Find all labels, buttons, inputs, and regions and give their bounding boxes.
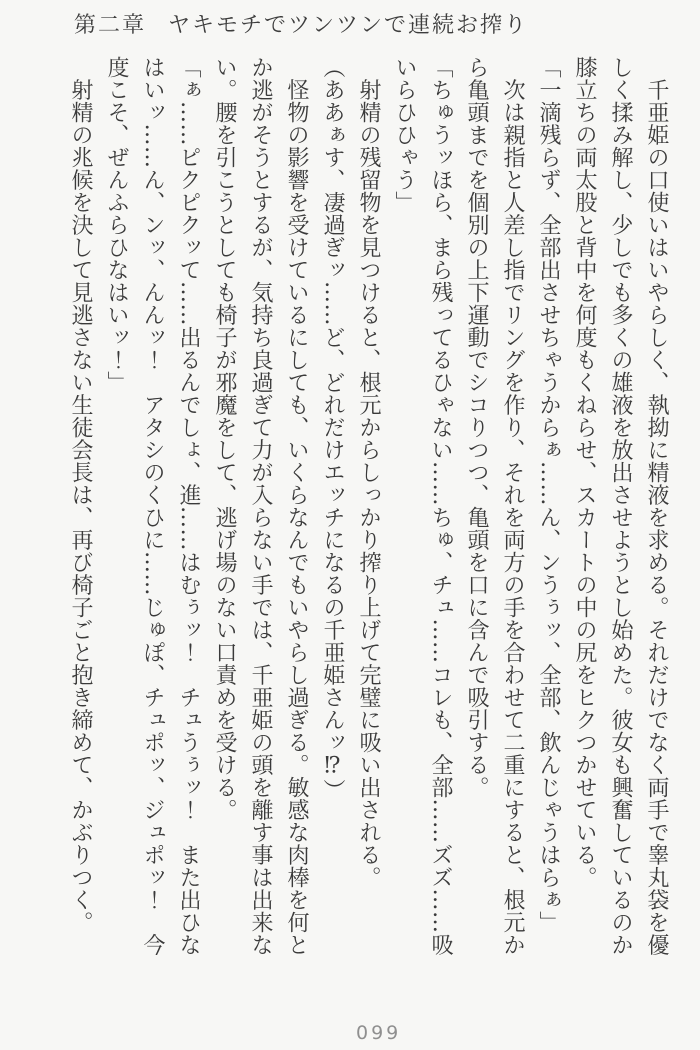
text-line: しく揉み解し、少しでも多くの雄液を放出させようとし始めた。彼女も興奮しているのか — [608, 56, 633, 956]
text-line: 次は親指と人差し指でリングを作り、それを両方の手を合わせて二重にすると、根元か — [500, 56, 525, 956]
text-line: い。腰を引こうとしても椅子が邪魔をして、逃げ場のない口責めを受ける。 — [212, 56, 237, 821]
text-line: 千亜姫の口使いはいやらしく、執拗に精液を求める。それだけでなく両手で睾丸袋を優 — [644, 56, 669, 956]
text-line: はいッ……ん、ンッ、んんッ！ アタシのくひに……じゅぽ、チュポッ、ジュポッ！ 今 — [140, 56, 165, 956]
text-line: 膝立ちの両太股と背中を何度もくねらせ、スカートの中の尻をヒクつかせている。 — [572, 56, 597, 889]
text-line: 「一滴残らず、全部出させちゃうからぁ……ん、ンうぅッ、全部、飲んじゃうはらぁ」 — [536, 56, 561, 934]
text-line: ら亀頭までを個別の上下運動でシコりつつ、亀頭を口に含んで吸引する。 — [464, 56, 489, 799]
text-line: 射精の残留物を見つけると、根元からしっかり搾り上げて完璧に吸い出される。 — [356, 56, 381, 889]
text-line: 「ぁ……ピクピクッて……出るんでしょ、進……はむぅッ！ チュうぅッ！ また出ひな — [176, 56, 201, 956]
page-number: 099 — [356, 1022, 402, 1044]
chapter-label: 第二章 — [74, 13, 147, 38]
text-line: 度こそ、ぜんふらひなはいッ！」 — [104, 56, 129, 394]
text-line: 射精の兆候を決して見逃さない生徒会長は、再び椅子ごと抱き締めて、かぶりつく。 — [68, 56, 93, 934]
text-line: 怪物の影響を受けているにしても、いくらなんでもいやらし過ぎる。敏感な肉棒を何と — [284, 56, 309, 956]
text-line: 「ちゅうッほら、まら残ってるひゃない……ちゅ、チュ……コレも、全部……ズズ……吸 — [428, 56, 453, 956]
running-head — [74, 8, 528, 39]
chapter-title: ヤキモチでツンツンで連続お搾り — [168, 13, 529, 38]
text-line: いらひひゃう」 — [392, 56, 417, 214]
text-line: （ああぁす、凄過ぎッ……ど、どれだけエッチになるの千亜姫さんッ⁉） — [320, 56, 345, 802]
body-text — [62, 56, 674, 992]
text-line: か逃がそうとするが、気持ち良過ぎて力が入らない手では、千亜姫の頭を離す事は出来な — [248, 56, 273, 956]
